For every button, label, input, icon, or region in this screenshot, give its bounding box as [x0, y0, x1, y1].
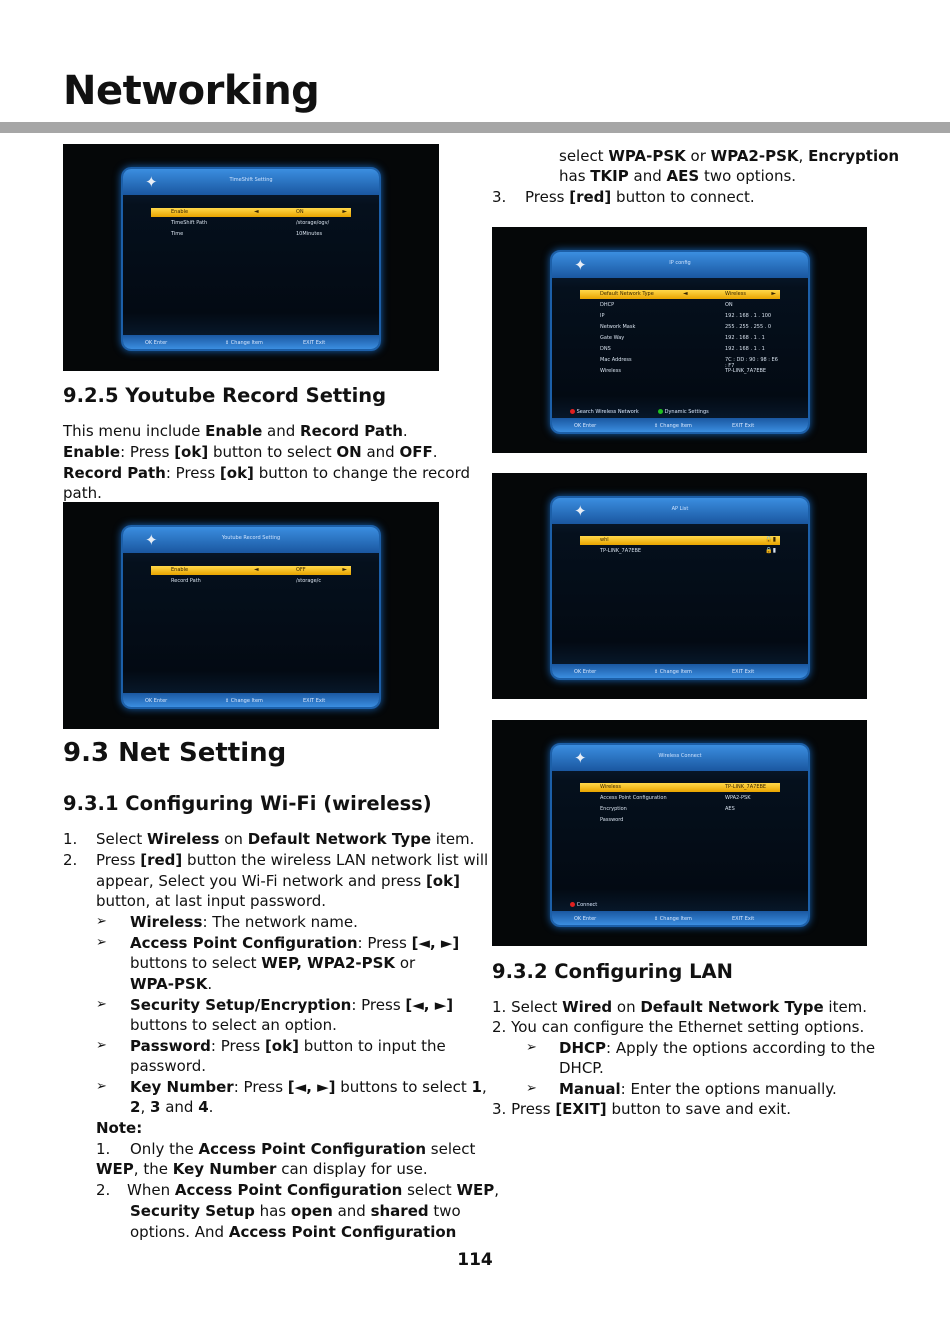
note-1-cont: WEP, the Key Number can display for use. — [96, 1160, 428, 1178]
timeshift-header: TimeShift Setting — [229, 177, 273, 183]
footer-ok: OK Enter — [145, 698, 168, 704]
title-rule — [0, 122, 950, 133]
section-932-heading: 9.3.2 Configuring LAN — [492, 960, 733, 983]
arrow-bullet-icon: ➢ — [526, 1040, 537, 1055]
arrow-bullet-icon: ➢ — [96, 914, 107, 929]
footer-exit: EXIT Exit — [303, 698, 326, 704]
arrow-bullet-icon: ➢ — [96, 997, 107, 1012]
ipconfig-screenshot — [492, 227, 867, 453]
wireless-header: Wireless Connect — [658, 753, 702, 759]
timeshift-row-path: TimeShift Path /storage/ogv/ — [171, 220, 330, 226]
footer-exit: EXIT Exit — [732, 916, 755, 922]
lan-step-1: 1. Select Wired on Default Network Type item. — [492, 998, 868, 1016]
wireless-screenshot — [492, 720, 867, 946]
wireless-row-selected: Wireless TP-LINK_7A7EBE — [580, 783, 780, 792]
wireless-row: Access Point Configuration WPA2-PSK — [600, 795, 751, 801]
list-num: 2. — [96, 1181, 111, 1199]
aplist-screenshot — [492, 473, 867, 699]
arrow-bullet-icon: ➢ — [96, 1079, 107, 1094]
bullet-password-cont: password. — [130, 1057, 206, 1075]
step-3: Press [red] button to connect. — [525, 188, 755, 206]
section-931-heading: 9.3.1 Configuring Wi-Fi (wireless) — [63, 792, 432, 815]
footer-change: ⇕ Change Item — [654, 669, 692, 675]
step-2-cont2: button, at last input password. — [96, 892, 327, 910]
footer-exit: EXIT Exit — [732, 669, 755, 675]
bullet-keynumber: Key Number: Press [◄, ►] buttons to select 1, — [130, 1078, 487, 1096]
footer-change: ⇕ Change Item — [225, 340, 263, 346]
green-button-hint: Dynamic Settings — [658, 409, 709, 415]
aplist-panel — [550, 496, 810, 680]
footer-ok: OK Enter — [574, 423, 597, 429]
ipconfig-panel — [550, 250, 810, 434]
sec925-p3-cont: path. — [63, 484, 102, 502]
left-arrow-icon: ◄ — [254, 566, 259, 573]
sec925-p2: Enable: Press [ok] button to select ON and OFF. — [63, 443, 438, 461]
step-1: Select Wireless on Default Network Type item. — [96, 830, 475, 848]
left-arrow-icon: ◄ — [683, 290, 688, 297]
step-2: Press [red] button the wireless LAN network list will — [96, 851, 489, 869]
sec925-p1: This menu include Enable and Record Path. — [63, 422, 408, 440]
red-dot-icon — [570, 409, 575, 414]
satellite-logo-icon: ✦ — [145, 173, 158, 191]
footer-exit: EXIT Exit — [303, 340, 326, 346]
satellite-logo-icon: ✦ — [574, 256, 587, 274]
ipconfig-header: IP config — [669, 260, 691, 266]
satellite-logo-icon: ✦ — [574, 749, 587, 767]
section-925-heading: 9.2.5 Youtube Record Setting — [63, 384, 387, 407]
timeshift-row-enable: Enable ◄ ON ► — [151, 208, 351, 217]
arrow-bullet-icon: ➢ — [96, 1038, 107, 1053]
note-1: Only the Access Point Configuration select — [130, 1140, 476, 1158]
list-num: 1. — [96, 1140, 111, 1158]
youtube-header: Youtube Record Setting — [221, 535, 281, 541]
note-2: When Access Point Configuration select WEP, — [127, 1181, 500, 1199]
wireless-row: Encryption AES — [600, 806, 735, 812]
ipconfig-row: DNS 192 . 168 . 1 . 1 — [600, 346, 765, 352]
note-2-cont: Security Setup has open and shared two — [130, 1202, 461, 1220]
lock-signal-icon: 🔒▮ — [765, 536, 776, 543]
youtube-panel — [121, 525, 381, 709]
note-2-cont4: has TKIP and AES two options. — [559, 167, 797, 185]
page-title: Networking — [63, 68, 320, 114]
wireless-panel — [550, 743, 810, 927]
left-arrow-icon: ◄ — [254, 208, 259, 215]
satellite-logo-icon: ✦ — [574, 502, 587, 520]
ipconfig-row: DHCP ON — [600, 302, 733, 308]
aplist-header: AP List — [671, 506, 689, 512]
ipconfig-row: Gate Way 192 . 168 . 1 . 1 — [600, 335, 765, 341]
arrow-bullet-icon: ➢ — [526, 1081, 537, 1096]
bullet-apconfig: Access Point Configuration: Press [◄, ►] — [130, 934, 460, 952]
list-num: 3. — [492, 188, 507, 206]
ipconfig-row: Wireless TP-LINK_7A7EBE — [600, 368, 767, 374]
list-num: 1. — [63, 830, 78, 848]
note-label: Note: — [96, 1119, 143, 1137]
youtube-row-enable: Enable ◄ OFF ► — [151, 566, 351, 575]
timeshift-panel — [121, 167, 381, 351]
lan-bullet-dhcp: DHCP: Apply the options according to the — [559, 1039, 876, 1057]
step-2-cont: appear, Select you Wi-Fi network and press [ok] — [96, 872, 460, 890]
footer-ok: OK Enter — [145, 340, 168, 346]
wireless-row: Password — [600, 817, 624, 823]
footer-ok: OK Enter — [574, 669, 597, 675]
timeshift-screenshot — [63, 144, 439, 371]
aplist-row-selected: whl 🔒▮ — [580, 536, 780, 545]
section-93-heading: 9.3 Net Setting — [63, 738, 287, 768]
red-button-hint: Connect — [570, 902, 597, 908]
right-arrow-icon: ► — [342, 208, 347, 215]
lan-bullet-manual: Manual: Enter the options manually. — [559, 1080, 837, 1098]
footer-change: ⇕ Change Item — [654, 916, 692, 922]
red-dot-icon — [570, 902, 575, 907]
arrow-bullet-icon: ➢ — [96, 935, 107, 950]
bullet-apconfig-cont: buttons to select WEP, WPA2-PSK or — [130, 954, 416, 972]
green-dot-icon — [658, 409, 663, 414]
youtube-screenshot — [63, 502, 439, 729]
note-2-cont3: select WPA-PSK or WPA2-PSK, Encryption — [559, 147, 900, 165]
aplist-row: TP-LINK_7A7EBE 🔒▮ — [600, 547, 776, 554]
lock-signal-icon: 🔒▮ — [765, 547, 776, 554]
note-2-cont2: options. And Access Point Configuration — [130, 1223, 457, 1241]
bullet-wireless: Wireless: The network name. — [130, 913, 358, 931]
footer-ok: OK Enter — [574, 916, 597, 922]
right-arrow-icon: ► — [342, 566, 347, 573]
footer-change: ⇕ Change Item — [225, 698, 263, 704]
youtube-row-path: Record Path /storage/c — [171, 578, 322, 584]
page-number: 114 — [457, 1250, 493, 1270]
bullet-keynumber-cont: 2, 3 and 4. — [130, 1098, 214, 1116]
timeshift-row-time: Time 10Minutes — [171, 231, 323, 237]
bullet-security: Security Setup/Encryption: Press [◄, ►] — [130, 996, 454, 1014]
bullet-password: Password: Press [ok] button to input the — [130, 1037, 446, 1055]
lan-step-3: 3. Press [EXIT] button to save and exit. — [492, 1100, 792, 1118]
ipconfig-row-type: Default Network Type ◄ Wireless ► — [580, 290, 780, 299]
lan-bullet-dhcp-cont: DHCP. — [559, 1059, 604, 1077]
satellite-logo-icon: ✦ — [145, 531, 158, 549]
bullet-security-cont: buttons to select an option. — [130, 1016, 337, 1034]
right-arrow-icon: ► — [771, 290, 776, 297]
footer-exit: EXIT Exit — [732, 423, 755, 429]
footer-change: ⇕ Change Item — [654, 423, 692, 429]
list-num: 2. — [63, 851, 78, 869]
ipconfig-row: Mac Address 7C : DD : 90 : 98 : E6 : F7 — [600, 357, 778, 369]
ipconfig-row: Network Mask 255 . 255 . 255 . 0 — [600, 324, 772, 330]
ipconfig-row: IP 192 . 168 . 1 . 100 — [600, 313, 772, 319]
red-button-hint: Search Wireless Network — [570, 409, 639, 415]
bullet-apconfig-cont2: WPA-PSK. — [130, 975, 213, 993]
sec925-p3: Record Path: Press [ok] button to change the record — [63, 464, 471, 482]
lan-step-2: 2. You can configure the Ethernet setting options. — [492, 1018, 865, 1036]
